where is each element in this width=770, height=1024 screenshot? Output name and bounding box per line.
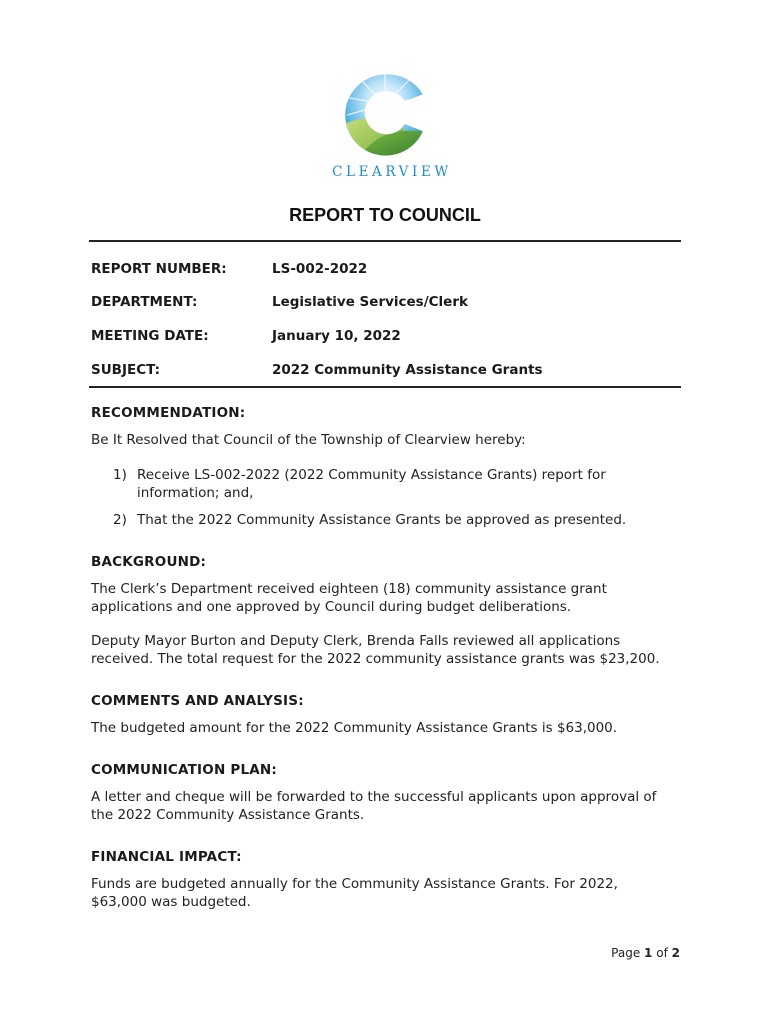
background-paragraph-2 [91,632,691,668]
meta-value: January 10, 2022 [272,328,401,344]
background-paragraph-1 [91,580,691,616]
financial-heading: FINANCIAL IMPACT: [91,849,242,865]
report-title: REPORT TO COUNCIL [289,205,481,225]
paragraph-line: the 2022 Community Assistance Grants. [91,807,365,823]
paragraph-line: Deputy Mayor Burton and Deputy Clerk, Brenda Falls reviewed all applications [91,633,621,649]
list-number: 1) [113,467,127,483]
recommendation-intro: Be It Resolved that Council of the Township of Clearview hereby: [91,432,526,448]
meta-label: REPORT NUMBER: [91,261,227,277]
paragraph-line: The Clerk’s Department received eighteen (18) community assistance grant [91,581,607,597]
meta-label: MEETING DATE: [91,328,209,344]
page-of-word: of [656,946,668,960]
communication-text [91,788,691,824]
meta-label: DEPARTMENT: [91,294,198,310]
meta-label: SUBJECT: [91,362,160,378]
comments-text: The budgeted amount for the 2022 Community Assistance Grants is $63,000. [91,720,618,736]
page-number [611,946,680,960]
paragraph-line: A letter and cheque will be forwarded to the successful applicants upon approval of [91,789,657,805]
page-total: 2 [671,946,680,960]
page-word: Page [611,946,641,960]
title-divider [89,240,681,242]
list-text-line: That the 2022 Community Assistance Grants be approved as presented. [137,512,627,528]
page-current: 1 [644,946,653,960]
meta-value: Legislative Services/Clerk [272,294,468,310]
clearview-logo-icon [340,70,430,160]
comments-heading: COMMENTS AND ANALYSIS: [91,693,304,709]
paragraph-line: Funds are budgeted annually for the Community Assistance Grants. For 2022, [91,876,618,892]
background-heading: BACKGROUND: [91,554,207,570]
meta-divider [89,386,681,388]
communication-heading: COMMUNICATION PLAN: [91,762,277,778]
list-number: 2) [113,512,127,528]
meta-value: 2022 Community Assistance Grants [272,362,543,378]
clearview-wordmark: CLEARVIEW [332,164,452,180]
list-text-line: information; and, [137,485,254,501]
paragraph-line: $63,000 was budgeted. [91,894,251,910]
list-text-line: Receive LS-002-2022 (2022 Community Assistance Grants) report for [137,467,606,483]
recommendation-heading: RECOMMENDATION: [91,405,246,421]
meta-value: LS-002-2022 [272,261,368,277]
paragraph-line: applications and one approved by Council during budget deliberations. [91,599,572,615]
paragraph-line: received. The total request for the 2022 community assistance grants was $23,200. [91,651,660,667]
financial-text [91,875,691,911]
